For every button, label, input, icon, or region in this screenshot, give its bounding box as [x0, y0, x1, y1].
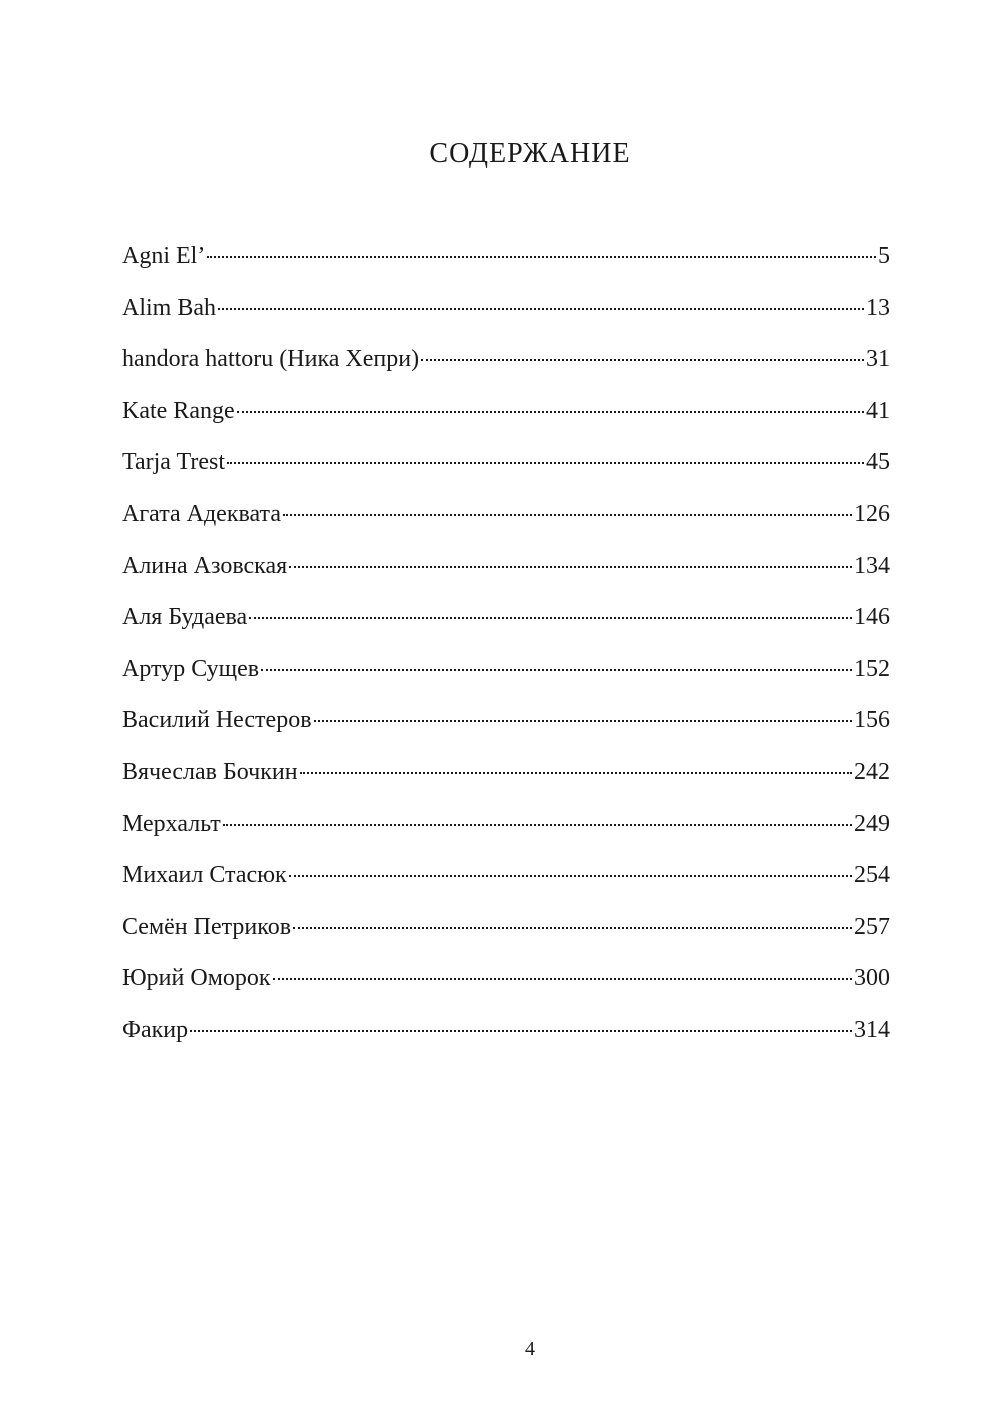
toc-page-number: 242 — [854, 758, 890, 785]
toc-entry — [122, 804, 890, 856]
toc-page-number: 5 — [878, 243, 890, 269]
dot-leader — [314, 720, 852, 722]
toc-page-number: 314 — [854, 1016, 890, 1043]
toc-author: Факир — [122, 1016, 189, 1043]
toc-author: Василий Нестеров — [122, 707, 312, 734]
dot-leader — [223, 824, 852, 826]
dot-leader — [218, 308, 864, 310]
toc-entry — [122, 442, 890, 494]
toc-author: Мерхальт — [122, 810, 221, 837]
page-title: СОДЕРЖАНИЕ — [429, 138, 631, 169]
dot-leader — [261, 669, 852, 671]
toc-entry — [122, 546, 890, 598]
toc-author: Артур Сущев — [122, 655, 260, 682]
toc-author: Семён Петриков — [122, 913, 292, 940]
toc-author: Агата Адеквата — [122, 500, 281, 527]
toc-entry — [122, 752, 890, 804]
dot-leader — [237, 411, 864, 413]
toc-author: Agni El’ — [122, 243, 206, 269]
toc-page-number: 31 — [866, 346, 890, 373]
toc-entry — [122, 236, 890, 288]
toc-page-number: 41 — [866, 397, 890, 424]
toc-page-number: 156 — [854, 707, 890, 734]
dot-leader — [421, 359, 864, 361]
dot-leader — [249, 617, 852, 619]
dot-leader — [300, 772, 852, 774]
toc-author: Юрий Оморок — [122, 965, 271, 992]
toc-entry — [122, 1010, 890, 1062]
toc-page-number: 152 — [854, 655, 890, 682]
toc-author: Алина Азовская — [122, 552, 288, 579]
toc-author: Kate Range — [122, 397, 235, 424]
toc-entry — [122, 649, 890, 701]
toc-entry — [122, 494, 890, 546]
dot-leader — [207, 256, 876, 258]
toc-author: Аля Будаева — [122, 604, 248, 631]
toc-author: handora hattoru (Ника Хепри) — [122, 346, 420, 373]
toc-author: Alim Bah — [122, 294, 216, 321]
toc-page-number: 146 — [854, 604, 890, 631]
toc-author: Михаил Стасюк — [122, 862, 287, 889]
dot-leader — [227, 462, 864, 464]
toc-page-number: 45 — [866, 449, 890, 476]
dot-leader — [289, 875, 852, 877]
table-of-contents — [122, 236, 890, 1062]
toc-page-number: 257 — [854, 913, 890, 940]
toc-page-number: 13 — [866, 294, 890, 321]
dot-leader — [293, 927, 852, 929]
toc-entry — [122, 597, 890, 649]
toc-page-number: 254 — [854, 862, 890, 889]
toc-author: Вячеслав Бочкин — [122, 758, 298, 785]
dot-leader — [283, 514, 852, 516]
toc-page-number: 134 — [854, 552, 890, 579]
toc-entry — [122, 700, 890, 752]
toc-entry — [122, 391, 890, 443]
toc-author: Tarja Trest — [122, 449, 225, 476]
dot-leader — [289, 566, 852, 568]
toc-page-number: 300 — [854, 965, 890, 992]
dot-leader — [273, 978, 852, 980]
toc-page-number: 126 — [854, 500, 890, 527]
toc-entry — [122, 288, 890, 340]
toc-entry — [122, 339, 890, 391]
toc-entry — [122, 958, 890, 1010]
toc-page-number: 249 — [854, 810, 890, 837]
page-number: 4 — [525, 1338, 535, 1360]
toc-entry — [122, 855, 890, 907]
dot-leader — [190, 1030, 852, 1032]
toc-entry — [122, 907, 890, 959]
